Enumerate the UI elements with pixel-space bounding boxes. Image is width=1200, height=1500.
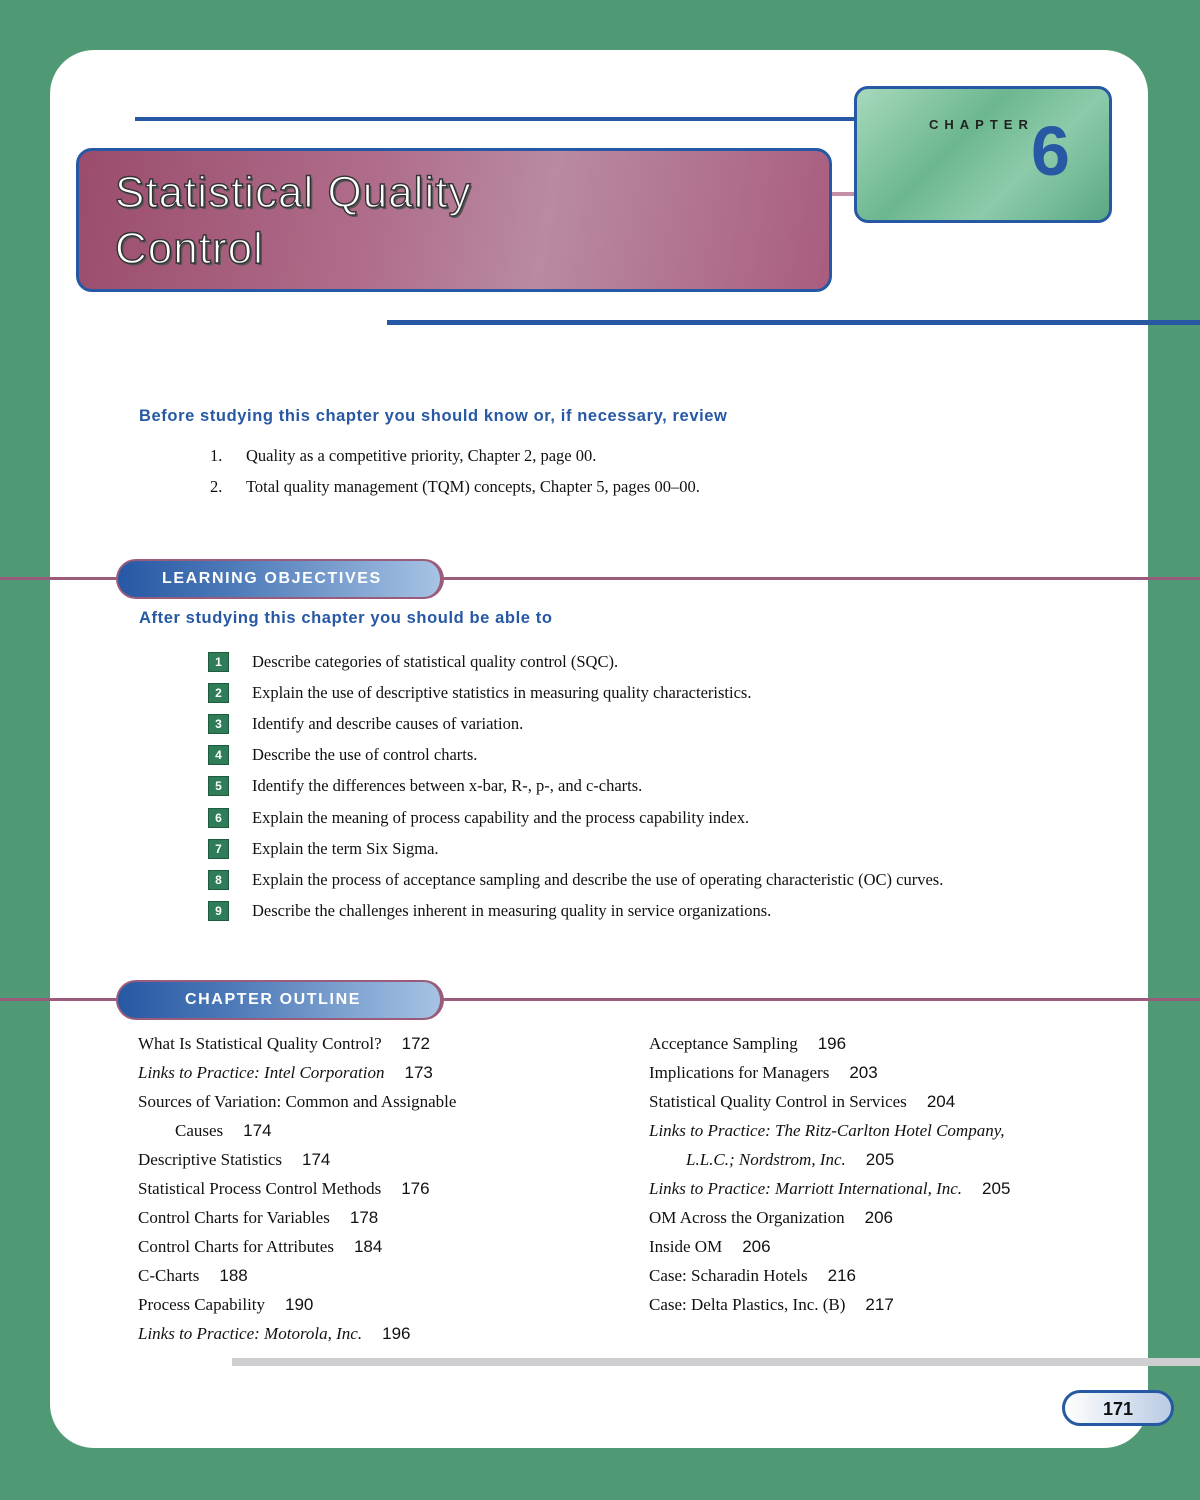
- objective-number-badge: 4: [208, 745, 229, 765]
- outline-entry: [138, 1261, 456, 1290]
- objective-text: Explain the term Six Sigma.: [252, 838, 439, 858]
- outline-entry-page: 205: [982, 1179, 1011, 1198]
- outline-entry: [649, 1174, 1010, 1203]
- objectives-list: [208, 646, 943, 927]
- objective-item: [208, 833, 943, 864]
- outline-entry-text: Statistical Quality Control in Services: [649, 1092, 907, 1111]
- outline-entry-text: Sources of Variation: Common and Assignable: [138, 1092, 457, 1111]
- objective-item: [208, 677, 943, 708]
- outline-entry-page: 174: [243, 1121, 272, 1140]
- list-item-number: 2.: [210, 477, 223, 496]
- chapter-label: CHAPTER: [929, 117, 1034, 132]
- outline-entry-text: Case: Scharadin Hotels: [649, 1266, 808, 1285]
- outline-entry: [649, 1203, 1010, 1232]
- outline-entry-text: C-Charts: [138, 1266, 200, 1285]
- chapter-title-line1: Statistical Quality: [115, 168, 472, 217]
- outline-entry-text: Links to Practice: The Ritz-Carlton Hotel Company,: [649, 1121, 1005, 1140]
- outline-entry: [649, 1290, 1010, 1319]
- outline-right-column: [649, 1029, 1010, 1319]
- list-item-text: Total quality management (TQM) concepts, Chapter 5, pages 00–00.: [246, 477, 700, 496]
- outline-entry-continuation: L.L.C.; Nordstrom, Inc.: [686, 1150, 846, 1169]
- outline-entry: [649, 1116, 1010, 1174]
- outline-entry-page: 178: [349, 1208, 379, 1227]
- outline-entry: [649, 1261, 1010, 1290]
- outline-banner-label: CHAPTER OUTLINE: [185, 991, 361, 1008]
- objective-text: Identify the differences between x-bar, R-, p-, and c-charts.: [252, 776, 643, 796]
- outline-entry-text: Implications for Managers: [649, 1063, 830, 1082]
- objective-text: Explain the meaning of process capability and the process capability index.: [252, 807, 750, 827]
- list-item-number: 1.: [210, 446, 223, 465]
- objective-number-badge: 1: [208, 652, 229, 672]
- outline-entry-page: 206: [864, 1208, 893, 1227]
- chapter-title: [115, 165, 635, 277]
- objective-item: [208, 771, 943, 802]
- outline-entry: [649, 1232, 1010, 1261]
- outline-entry: [649, 1058, 1010, 1087]
- outline-entry-page: 205: [865, 1150, 895, 1169]
- outline-entry-page: 174: [302, 1150, 331, 1169]
- outline-entry: [138, 1319, 456, 1348]
- outline-entry-page: 184: [353, 1237, 383, 1256]
- objective-item: [208, 646, 943, 677]
- outline-entry-page: 173: [404, 1063, 433, 1082]
- footer-rule: [232, 1358, 1200, 1366]
- outline-entry: [649, 1029, 1010, 1058]
- prerequisites-heading: Before studying this chapter you should know or, if necessary, review: [139, 407, 728, 425]
- objectives-banner-label: LEARNING OBJECTIVES: [162, 570, 382, 587]
- objective-number-badge: 2: [208, 683, 229, 703]
- list-item-text: Quality as a competitive priority, Chapter 2, page 00.: [246, 446, 597, 465]
- outline-entry: [138, 1203, 456, 1232]
- outline-entry: [649, 1087, 1010, 1116]
- chapter-connector: [832, 192, 856, 196]
- outline-entry-text: OM Across the Organization: [649, 1208, 845, 1227]
- outline-entry-text: Process Capability: [138, 1295, 266, 1314]
- outline-entry-continuation: Causes: [175, 1121, 224, 1140]
- objective-text: Explain the process of acceptance sampling and describe the use of operating characteristic (OC) curves.: [252, 869, 944, 889]
- outline-entry-text: Case: Delta Plastics, Inc. (B): [649, 1295, 846, 1314]
- objective-number-badge: 3: [208, 714, 229, 734]
- middle-rule: [387, 320, 1200, 325]
- outline-entry-text: Descriptive Statistics: [138, 1150, 283, 1169]
- prerequisites-list: [210, 446, 700, 508]
- page-number: 171: [1102, 1399, 1134, 1419]
- outline-entry-text: What Is Statistical Quality Control?: [138, 1034, 382, 1053]
- objective-number-badge: 9: [208, 901, 229, 921]
- outline-left-column: [138, 1029, 456, 1348]
- outline-entry: [138, 1029, 456, 1058]
- outline-entry: [138, 1058, 456, 1087]
- objective-number-badge: 6: [208, 808, 229, 828]
- outline-entry-page: 196: [382, 1324, 411, 1343]
- outline-entry-page: 172: [401, 1034, 430, 1053]
- outline-entry-page: 176: [401, 1179, 430, 1198]
- outline-entry-page: 216: [827, 1266, 857, 1285]
- list-item: [210, 446, 700, 477]
- outline-entry-page: 206: [742, 1237, 771, 1256]
- objective-item: [208, 802, 943, 833]
- outline-entry-text: Acceptance Sampling: [649, 1034, 798, 1053]
- outline-entry-text: Links to Practice: Marriott International, Inc.: [649, 1179, 963, 1198]
- objective-text: Identify and describe causes of variation.: [252, 713, 524, 733]
- objective-item: [208, 740, 943, 771]
- top-rule: [135, 117, 855, 121]
- outline-entry: [138, 1087, 456, 1145]
- outline-entry-text: Statistical Process Control Methods: [138, 1179, 382, 1198]
- outline-entry-page: 203: [849, 1063, 878, 1082]
- page-number-badge: [1062, 1390, 1174, 1426]
- objective-number-badge: 5: [208, 776, 229, 796]
- objective-text: Explain the use of descriptive statistics in measuring quality characteristics.: [252, 682, 752, 702]
- outline-banner: [116, 980, 444, 1020]
- outline-entry-text: Inside OM: [649, 1237, 723, 1256]
- objectives-banner: [116, 559, 444, 599]
- outline-entry-page: 204: [926, 1092, 956, 1111]
- outline-entry: [138, 1232, 456, 1261]
- outline-entry-text: Control Charts for Variables: [138, 1208, 330, 1227]
- objective-item: [208, 864, 943, 895]
- objective-text: Describe the use of control charts.: [252, 745, 478, 765]
- outline-entry-page: 217: [865, 1295, 894, 1314]
- chapter-title-box: [76, 148, 832, 292]
- chapter-number-box: [854, 86, 1112, 223]
- objective-number-badge: 8: [208, 870, 229, 890]
- outline-entry-text: Links to Practice: Motorola, Inc.: [138, 1324, 363, 1343]
- chapter-number: 6: [1031, 112, 1070, 190]
- objective-text: Describe the challenges inherent in measuring quality in service organizations.: [252, 901, 772, 921]
- objective-item: [208, 708, 943, 739]
- outline-entry-page: 190: [285, 1295, 314, 1314]
- outline-entry-page: 188: [219, 1266, 248, 1285]
- outline-entry-page: 196: [817, 1034, 847, 1053]
- outline-entry: [138, 1145, 456, 1174]
- outline-entry-text: Links to Practice: Intel Corporation: [138, 1063, 385, 1082]
- outline-entry-text: Control Charts for Attributes: [138, 1237, 334, 1256]
- list-item: [210, 477, 700, 508]
- outline-entry: [138, 1290, 456, 1319]
- objective-text: Describe categories of statistical quality control (SQC).: [252, 651, 619, 671]
- chapter-title-line2: Control: [115, 224, 264, 273]
- objective-number-badge: 7: [208, 839, 229, 859]
- outline-entry: [138, 1174, 456, 1203]
- objective-item: [208, 896, 943, 927]
- objectives-heading: After studying this chapter you should be able to: [139, 609, 553, 627]
